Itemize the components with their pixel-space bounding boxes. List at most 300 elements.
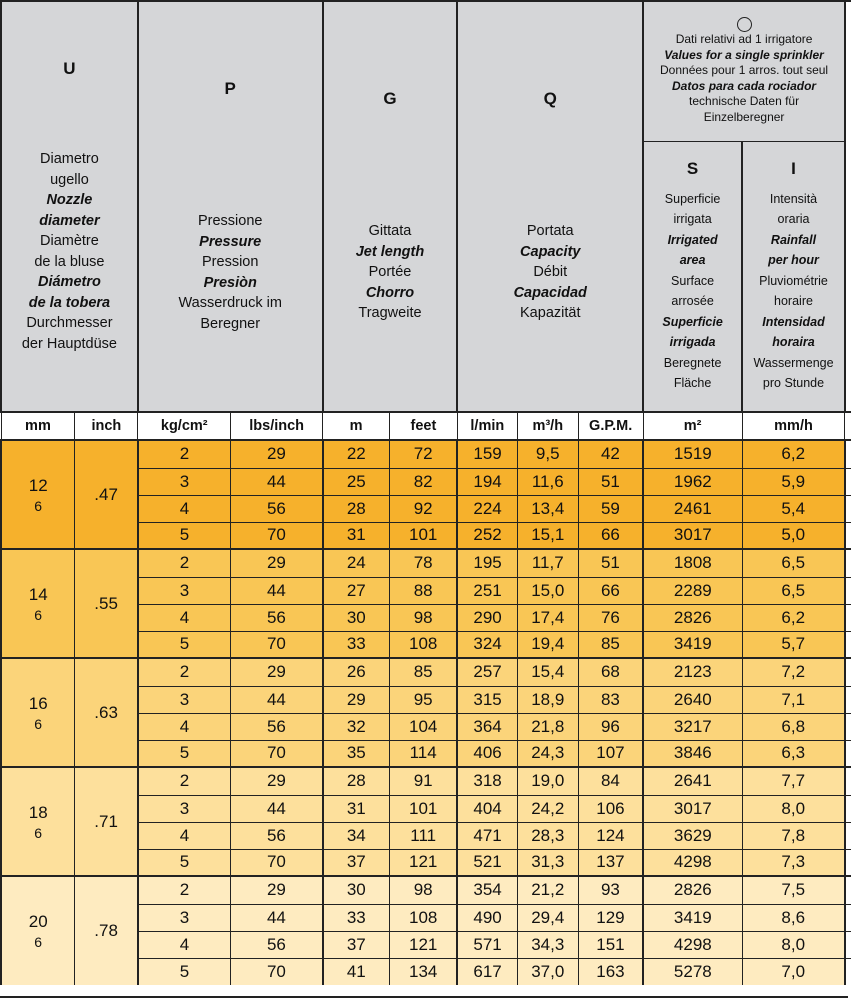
- table-row: [1, 658, 851, 686]
- table-cell: 6,5: [742, 549, 845, 577]
- table-cell: 318: [457, 767, 517, 795]
- table-cell: 13,4: [517, 495, 578, 522]
- table-cell: 32: [323, 713, 390, 740]
- unit-header: m³/h: [517, 412, 578, 440]
- table-cell: 24: [323, 549, 390, 577]
- header-q-line: Portata: [526, 223, 574, 240]
- header-nozzle-diameter: [1, 1, 138, 412]
- table-cell: 7,7: [742, 767, 845, 795]
- header-i-line: oraria: [777, 212, 810, 227]
- table-cell: 70: [231, 522, 323, 549]
- table-cell: 26: [323, 658, 390, 686]
- table-right-edge: [845, 604, 851, 631]
- table-cell: 15,4: [517, 658, 578, 686]
- nozzle-inch-value: .47: [75, 440, 138, 549]
- table-cell: 3017: [643, 522, 742, 549]
- header-s-line: Superficie: [662, 314, 723, 329]
- table-cell: 15,0: [517, 577, 578, 604]
- units-row: [1, 412, 851, 440]
- table-cell: 406: [457, 740, 517, 767]
- table-right-edge: [845, 549, 851, 577]
- table-row: [1, 767, 851, 795]
- table-right-edge: [845, 440, 851, 468]
- table-row: [1, 549, 851, 577]
- header-pressure-text: [139, 211, 322, 334]
- header-rainfall-per-hour-text: [743, 189, 844, 394]
- header-single-sprinkler: [643, 1, 845, 141]
- header-s-line: area: [679, 253, 706, 268]
- table-cell: 3419: [643, 904, 742, 931]
- header-irrigated-area-text: [644, 189, 741, 394]
- table-cell: 404: [457, 795, 517, 822]
- header-letter-i: I: [791, 158, 796, 178]
- unit-header: l/min: [457, 412, 517, 440]
- header-letter-g: G: [383, 89, 397, 109]
- table-cell: 6,2: [742, 440, 845, 468]
- table-cell: 70: [231, 631, 323, 658]
- header-s-line: Superficie: [664, 191, 721, 206]
- table-cell: 51: [578, 468, 643, 495]
- table-cell: 21,8: [517, 713, 578, 740]
- table-cell: 324: [457, 631, 517, 658]
- table-cell: 6,8: [742, 713, 845, 740]
- table-cell: 4: [138, 931, 231, 958]
- nozzle-inch-value: .55: [75, 549, 138, 658]
- table-cell: 22: [323, 440, 390, 468]
- table-cell: 82: [389, 468, 457, 495]
- table-bottom-border: [0, 996, 848, 998]
- header-g-line: Gittata: [368, 223, 412, 240]
- nozzle-mm-cell: [1, 876, 75, 985]
- nozzle-mm-value: 20: [28, 912, 48, 931]
- nozzle-inch-value: .78: [75, 876, 138, 985]
- header-pressure: [138, 1, 323, 412]
- table-cell: 3629: [643, 822, 742, 849]
- table-cell: 37: [323, 849, 390, 876]
- table-cell: 2461: [643, 495, 742, 522]
- nozzle-sub-value: 6: [34, 606, 43, 623]
- table-cell: 106: [578, 795, 643, 822]
- table-cell: 83: [578, 686, 643, 713]
- header-jet-length-text: [324, 221, 457, 324]
- table-right-edge: [845, 468, 851, 495]
- unit-header: m: [323, 412, 390, 440]
- table-cell: 17,4: [517, 604, 578, 631]
- table-cell: 3217: [643, 713, 742, 740]
- header-i-line: Intensità: [769, 191, 818, 206]
- table-cell: 29: [231, 767, 323, 795]
- table-cell: 108: [389, 631, 457, 658]
- table-right-edge: [845, 822, 851, 849]
- table-cell: 31: [323, 522, 390, 549]
- header-irrigated-area: [643, 141, 742, 412]
- table-cell: 31,3: [517, 849, 578, 876]
- unit-header: feet: [389, 412, 457, 440]
- table-cell: 84: [578, 767, 643, 795]
- table-cell: 4: [138, 495, 231, 522]
- table-cell: 124: [578, 822, 643, 849]
- table-cell: 364: [457, 713, 517, 740]
- header-q-line: Capacidad: [513, 284, 587, 301]
- table-cell: 617: [457, 958, 517, 985]
- table-cell: 44: [231, 577, 323, 604]
- table-cell: 490: [457, 904, 517, 931]
- table-right-edge: [845, 740, 851, 767]
- table-right-edge: [845, 876, 851, 904]
- table-cell: 66: [578, 577, 643, 604]
- table-cell: 56: [231, 495, 323, 522]
- table-cell: 194: [457, 468, 517, 495]
- header-i-line: pro Stunde: [762, 376, 825, 391]
- table-right-edge: [845, 577, 851, 604]
- table-cell: 137: [578, 849, 643, 876]
- table-cell: 5,4: [742, 495, 845, 522]
- table-cell: 56: [231, 822, 323, 849]
- table-cell: 70: [231, 740, 323, 767]
- table-cell: 104: [389, 713, 457, 740]
- table-cell: 3017: [643, 795, 742, 822]
- table-cell: 134: [389, 958, 457, 985]
- table-cell: 7,3: [742, 849, 845, 876]
- table-cell: 78: [389, 549, 457, 577]
- table-right-edge: [845, 631, 851, 658]
- table-cell: 2: [138, 876, 231, 904]
- table-cell: 2: [138, 549, 231, 577]
- header-capacity: [457, 1, 643, 412]
- header-g-line: Chorro: [365, 284, 415, 301]
- table-cell: 1962: [643, 468, 742, 495]
- table-cell: 28,3: [517, 822, 578, 849]
- header-i-line: Wassermenge: [753, 355, 834, 370]
- header-single-line: Datos para cada rociador: [672, 78, 817, 93]
- table-cell: 107: [578, 740, 643, 767]
- table-cell: 29: [231, 876, 323, 904]
- table-cell: 159: [457, 440, 517, 468]
- table-cell: 15,1: [517, 522, 578, 549]
- table-cell: 6,3: [742, 740, 845, 767]
- table-right-edge: [845, 495, 851, 522]
- table-cell: 5,7: [742, 631, 845, 658]
- table-cell: 3419: [643, 631, 742, 658]
- header-single-line: technische Daten für: [689, 94, 800, 109]
- table-cell: 121: [389, 849, 457, 876]
- table-cell: 471: [457, 822, 517, 849]
- table-cell: 6,5: [742, 577, 845, 604]
- table-right-edge: [845, 904, 851, 931]
- table-cell: 2640: [643, 686, 742, 713]
- header-u-line: Diamètre: [40, 233, 99, 249]
- unit-header: kg/cm²: [138, 412, 231, 440]
- header-s-line: Irrigated: [667, 232, 718, 247]
- table-cell: 41: [323, 958, 390, 985]
- header-letter-s: S: [686, 158, 699, 178]
- nozzle-mm-value: 12: [28, 475, 48, 495]
- header-u-line: Diámetro: [37, 274, 101, 290]
- nozzle-sub-value: 6: [34, 824, 43, 841]
- table-cell: 95: [389, 686, 457, 713]
- table-cell: 5: [138, 849, 231, 876]
- header-g-line: Tragweite: [358, 305, 422, 322]
- unit-header: lbs/inch: [231, 412, 323, 440]
- table-cell: 163: [578, 958, 643, 985]
- table-cell: 2: [138, 658, 231, 686]
- table-right-edge: [845, 931, 851, 958]
- table-cell: 8,6: [742, 904, 845, 931]
- table-cell: 44: [231, 468, 323, 495]
- table-cell: 93: [578, 876, 643, 904]
- table-cell: 4: [138, 822, 231, 849]
- table-cell: 2: [138, 767, 231, 795]
- table-cell: 8,0: [742, 795, 845, 822]
- table-cell: 4298: [643, 849, 742, 876]
- header-p-line: Pression: [202, 254, 259, 270]
- header-rainfall-per-hour: [742, 141, 845, 412]
- header-u-line: der Hauptdüse: [21, 335, 117, 352]
- table-cell: 33: [323, 631, 390, 658]
- header-letter-q: Q: [543, 89, 557, 109]
- table-cell: 3: [138, 468, 231, 495]
- table-cell: 19,4: [517, 631, 578, 658]
- table-cell: 56: [231, 604, 323, 631]
- table-cell: 7,5: [742, 876, 845, 904]
- table-cell: 101: [389, 795, 457, 822]
- header-s-line: Fläche: [673, 376, 712, 391]
- table-cell: 70: [231, 849, 323, 876]
- table-cell: 31: [323, 795, 390, 822]
- table-cell: 4: [138, 713, 231, 740]
- header-s-line: irrigada: [669, 335, 716, 350]
- header-g-line: Portée: [368, 264, 412, 281]
- table-cell: 129: [578, 904, 643, 931]
- header-i-line: horaire: [774, 294, 813, 309]
- table-cell: 11,6: [517, 468, 578, 495]
- table-cell: 151: [578, 931, 643, 958]
- table-cell: 28: [323, 767, 390, 795]
- nozzle-sub-value: 6: [34, 934, 43, 950]
- unit-header: inch: [75, 412, 138, 440]
- table-cell: 56: [231, 931, 323, 958]
- table-right-edge: [845, 522, 851, 549]
- table-cell: 251: [457, 577, 517, 604]
- table-cell: 59: [578, 495, 643, 522]
- unit-header: mm: [1, 412, 75, 440]
- table-cell: 2289: [643, 577, 742, 604]
- nozzle-sub-value: 6: [34, 497, 43, 514]
- table-cell: 290: [457, 604, 517, 631]
- table-cell: 5,0: [742, 522, 845, 549]
- table-cell: 29: [231, 440, 323, 468]
- table-cell: 28: [323, 495, 390, 522]
- table-cell: 3: [138, 904, 231, 931]
- table-cell: 315: [457, 686, 517, 713]
- header-i-line: Pluviométrie: [759, 273, 828, 288]
- table-cell: 2123: [643, 658, 742, 686]
- nozzle-mm-value: 16: [28, 693, 48, 713]
- table-cell: 34,3: [517, 931, 578, 958]
- header-p-line: Presiòn: [203, 274, 257, 291]
- table-cell: 108: [389, 904, 457, 931]
- table-cell: 101: [389, 522, 457, 549]
- table-row: [1, 876, 851, 904]
- table-cell: 5: [138, 958, 231, 985]
- nozzle-mm-cell: [1, 549, 75, 658]
- table-cell: 3: [138, 795, 231, 822]
- table-cell: 571: [457, 931, 517, 958]
- header-u-line: Nozzle: [46, 192, 93, 208]
- table-cell: 21,2: [517, 876, 578, 904]
- table-cell: 2826: [643, 876, 742, 904]
- nozzle-inch-value: .71: [75, 767, 138, 876]
- table-cell: 30: [323, 876, 390, 904]
- table-cell: 29: [323, 686, 390, 713]
- header-q-line: Capacity: [520, 243, 581, 260]
- table-cell: 354: [457, 876, 517, 904]
- table-right-edge: [845, 713, 851, 740]
- table-cell: 85: [389, 658, 457, 686]
- table-cell: 29,4: [517, 904, 578, 931]
- header-s-line: arrosée: [671, 294, 714, 309]
- table-cell: 11,7: [517, 549, 578, 577]
- table-cell: 56: [231, 713, 323, 740]
- table-cell: 51: [578, 549, 643, 577]
- table-cell: 7,1: [742, 686, 845, 713]
- nozzle-inch-value: .63: [75, 658, 138, 767]
- header-p-line: Pressione: [197, 213, 263, 229]
- table-cell: 24,3: [517, 740, 578, 767]
- nozzle-mm-value: 18: [28, 802, 48, 822]
- header-single-line: Values for a single sprinkler: [664, 47, 824, 62]
- table-right-edge: [845, 795, 851, 822]
- table-cell: 25: [323, 468, 390, 495]
- nozzle-mm-cell: [1, 767, 75, 876]
- header-single-line: Données pour 1 arros. tout seul: [660, 63, 829, 78]
- header-single-line: Dati relativi ad 1 irrigatore: [675, 32, 813, 47]
- header-letter-p: P: [224, 79, 236, 98]
- table-cell: 4: [138, 604, 231, 631]
- table-cell: 4298: [643, 931, 742, 958]
- table-cell: 35: [323, 740, 390, 767]
- table-cell: 34: [323, 822, 390, 849]
- header-u-line: Durchmesser: [26, 315, 113, 331]
- header-u-line: Diametro: [40, 151, 99, 167]
- header-s-line: Beregnete: [663, 355, 722, 370]
- header-i-line: Intensidad: [762, 314, 825, 329]
- table-cell: 5: [138, 522, 231, 549]
- table-cell: 29: [231, 658, 323, 686]
- table-right-edge: [845, 658, 851, 686]
- table-cell: 5: [138, 631, 231, 658]
- header-i-line: per hour: [768, 253, 819, 268]
- table-cell: 18,9: [517, 686, 578, 713]
- table-cell: 85: [578, 631, 643, 658]
- table-cell: 2: [138, 440, 231, 468]
- table-right-edge: [845, 686, 851, 713]
- table-cell: 92: [389, 495, 457, 522]
- table-right-edge: [845, 767, 851, 795]
- header-single-sprinkler-text: [644, 32, 844, 125]
- table-cell: 195: [457, 549, 517, 577]
- table-cell: 9,5: [517, 440, 578, 468]
- table-cell: 98: [389, 876, 457, 904]
- table-right-edge: [845, 849, 851, 876]
- header-u-line: ugello: [50, 171, 89, 188]
- table-cell: 6,2: [742, 604, 845, 631]
- table-cell: 7,8: [742, 822, 845, 849]
- table-cell: 42: [578, 440, 643, 468]
- header-jet-length: [323, 1, 458, 412]
- table-cell: 5,9: [742, 468, 845, 495]
- header-q-line: Kapazität: [520, 305, 581, 322]
- table-cell: 88: [389, 577, 457, 604]
- header-i-line: Rainfall: [770, 232, 817, 247]
- nozzle-mm-value: 14: [28, 584, 48, 604]
- table-cell: 224: [457, 495, 517, 522]
- header-q-line: Débit: [533, 264, 568, 281]
- table-cell: 2826: [643, 604, 742, 631]
- table-cell: 8,0: [742, 931, 845, 958]
- table-cell: 37,0: [517, 958, 578, 985]
- table-cell: 68: [578, 658, 643, 686]
- table-cell: 1808: [643, 549, 742, 577]
- table-cell: 24,2: [517, 795, 578, 822]
- table-cell: 111: [389, 822, 457, 849]
- table-cell: 44: [231, 795, 323, 822]
- table-cell: 44: [231, 686, 323, 713]
- unit-header: m²: [643, 412, 742, 440]
- header-u-line: diameter: [39, 212, 100, 229]
- nozzle-sub-value: 6: [34, 715, 43, 732]
- table-row: [1, 440, 851, 468]
- table-cell: 91: [389, 767, 457, 795]
- header-s-line: Surface: [671, 273, 715, 288]
- table-cell: 72: [389, 440, 457, 468]
- table-cell: 7,0: [742, 958, 845, 985]
- table-cell: 1519: [643, 440, 742, 468]
- table-cell: 5: [138, 740, 231, 767]
- circle-icon: [737, 17, 752, 32]
- table-cell: 76: [578, 604, 643, 631]
- header-g-line: Jet length: [355, 243, 425, 260]
- table-cell: 252: [457, 522, 517, 549]
- table-cell: 3: [138, 577, 231, 604]
- table-right-edge: [845, 412, 851, 440]
- table-cell: 27: [323, 577, 390, 604]
- header-p-line: Pressure: [199, 233, 262, 250]
- table-cell: 98: [389, 604, 457, 631]
- table-cell: 3846: [643, 740, 742, 767]
- header-nozzle-diameter-text: [2, 149, 137, 354]
- table-cell: 3: [138, 686, 231, 713]
- table-right-edge: [845, 1, 851, 412]
- table-cell: 5278: [643, 958, 742, 985]
- nozzle-mm-cell: [1, 440, 75, 549]
- header-letter-u: U: [63, 59, 76, 78]
- nozzle-mm-cell: [1, 658, 75, 767]
- table-cell: 521: [457, 849, 517, 876]
- table-cell: 7,2: [742, 658, 845, 686]
- unit-header: mm/h: [742, 412, 845, 440]
- table-cell: 121: [389, 931, 457, 958]
- table-cell: 66: [578, 522, 643, 549]
- header-p-line: Wasserdruck im: [178, 295, 282, 311]
- header-u-line: de la tobera: [28, 294, 111, 311]
- table-cell: 96: [578, 713, 643, 740]
- header-u-line: de la bluse: [34, 253, 105, 270]
- header-i-line: horaira: [772, 335, 815, 350]
- table-cell: 2641: [643, 767, 742, 795]
- unit-header: G.P.M.: [578, 412, 643, 440]
- table-cell: 44: [231, 904, 323, 931]
